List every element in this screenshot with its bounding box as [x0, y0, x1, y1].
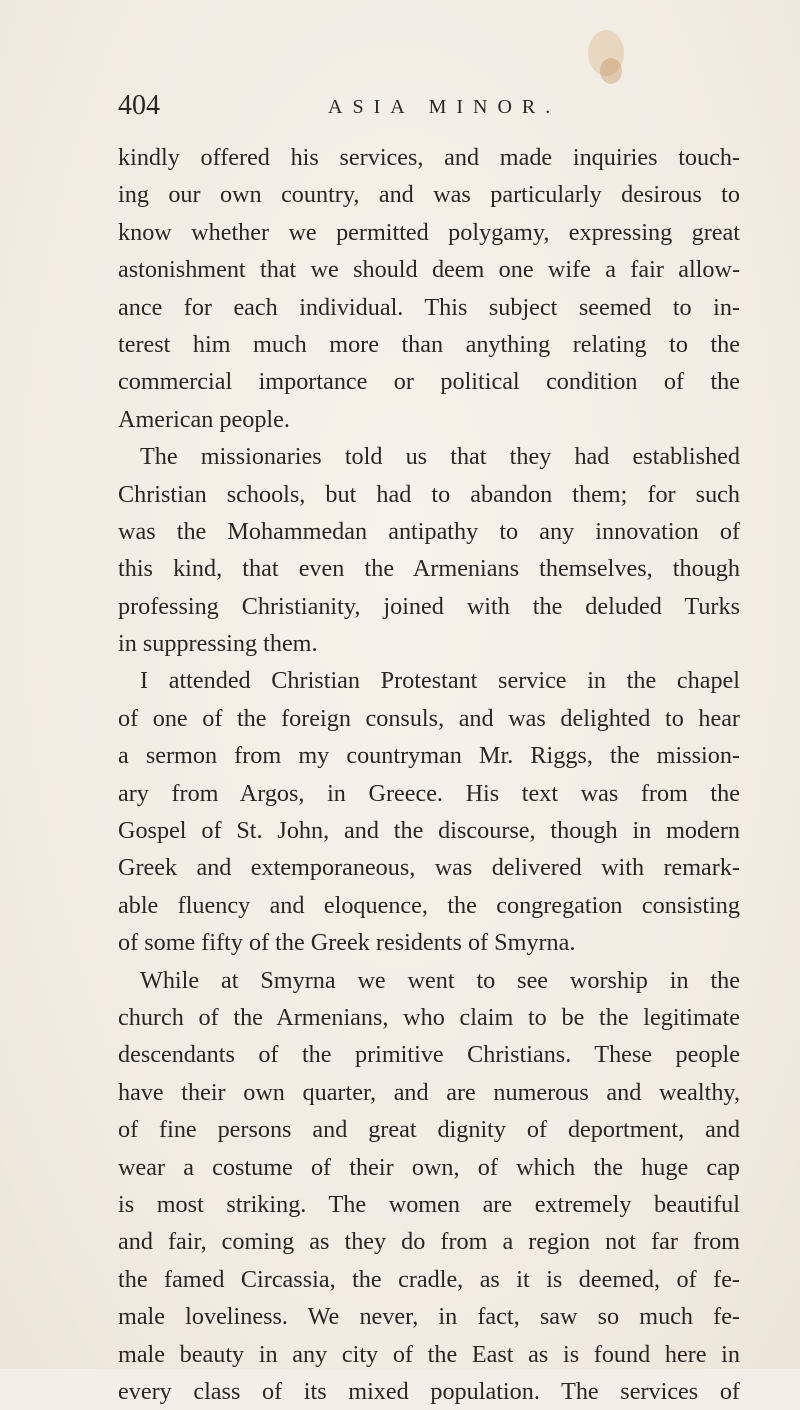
- page-header: [118, 88, 688, 128]
- text-line: this kind, that even the Armenians themselves, though: [118, 555, 740, 583]
- text-line: every class of its mixed population. The services of: [118, 1377, 740, 1405]
- text-line: commercial importance or political condition of the: [118, 368, 740, 396]
- text-line: and fair, coming as they do from a region not far from: [118, 1228, 740, 1256]
- text-line: American people.: [118, 405, 290, 433]
- text-line: was the Mohammedan antipathy to any innovation of: [118, 517, 740, 545]
- text-line: of some fifty of the Greek residents of Smyrna.: [118, 929, 576, 957]
- text-line: ary from Argos, in Greece. His text was from the: [118, 779, 740, 807]
- paper-stain: [600, 58, 622, 84]
- text-line: a sermon from my countryman Mr. Riggs, the mission-: [118, 742, 740, 770]
- text-line: able fluency and eloquence, the congregation consisting: [118, 891, 740, 919]
- text-line: of one of the foreign consuls, and was delighted to hear: [118, 704, 740, 732]
- text-line: know whether we permitted polygamy, expressing great: [118, 218, 740, 246]
- text-line: Christian schools, but had to abandon them; for such: [118, 480, 740, 508]
- text-line: in suppressing them.: [118, 630, 318, 658]
- text-line: ance for each individual. This subject seemed to in-: [118, 293, 740, 321]
- text-line: is most striking. The women are extremely beautiful: [118, 1190, 740, 1218]
- text-line: descendants of the primitive Christians. These people: [118, 1041, 740, 1069]
- text-line: Greek and extemporaneous, was delivered with remark-: [118, 854, 740, 882]
- text-line: male loveliness. We never, in fact, saw so much fe-: [118, 1303, 740, 1331]
- text-line: male beauty in any city of the East as is found here in: [118, 1340, 740, 1368]
- text-line: the famed Circassia, the cradle, as it is deemed, of fe-: [118, 1265, 740, 1293]
- text-line: Gospel of St. John, and the discourse, though in modern: [118, 817, 740, 845]
- text-line: have their own quarter, and are numerous and wealthy,: [118, 1078, 740, 1106]
- text-line: professing Christianity, joined with the deluded Turks: [118, 592, 740, 620]
- text-line: of fine persons and great dignity of deportment, and: [118, 1116, 740, 1144]
- page-number: 404: [118, 90, 160, 121]
- text-line: The missionaries told us that they had established: [140, 443, 740, 471]
- text-line: ing our own country, and was particularly desirous to: [118, 181, 740, 209]
- body-text: [118, 139, 740, 1410]
- text-line: terest him much more than anything relating to the: [118, 330, 740, 358]
- text-line: church of the Armenians, who claim to be the legitimate: [118, 1003, 740, 1031]
- text-line: wear a costume of their own, of which the huge cap: [118, 1153, 740, 1181]
- text-line: I attended Christian Protestant service in the chapel: [140, 667, 740, 695]
- text-line: astonishment that we should deem one wife a fair allow-: [118, 256, 740, 284]
- running-head: ASIA MINOR.: [328, 96, 561, 118]
- text-line: While at Smyrna we went to see worship in the: [140, 966, 740, 994]
- text-line: kindly offered his services, and made inquiries touch-: [118, 144, 740, 171]
